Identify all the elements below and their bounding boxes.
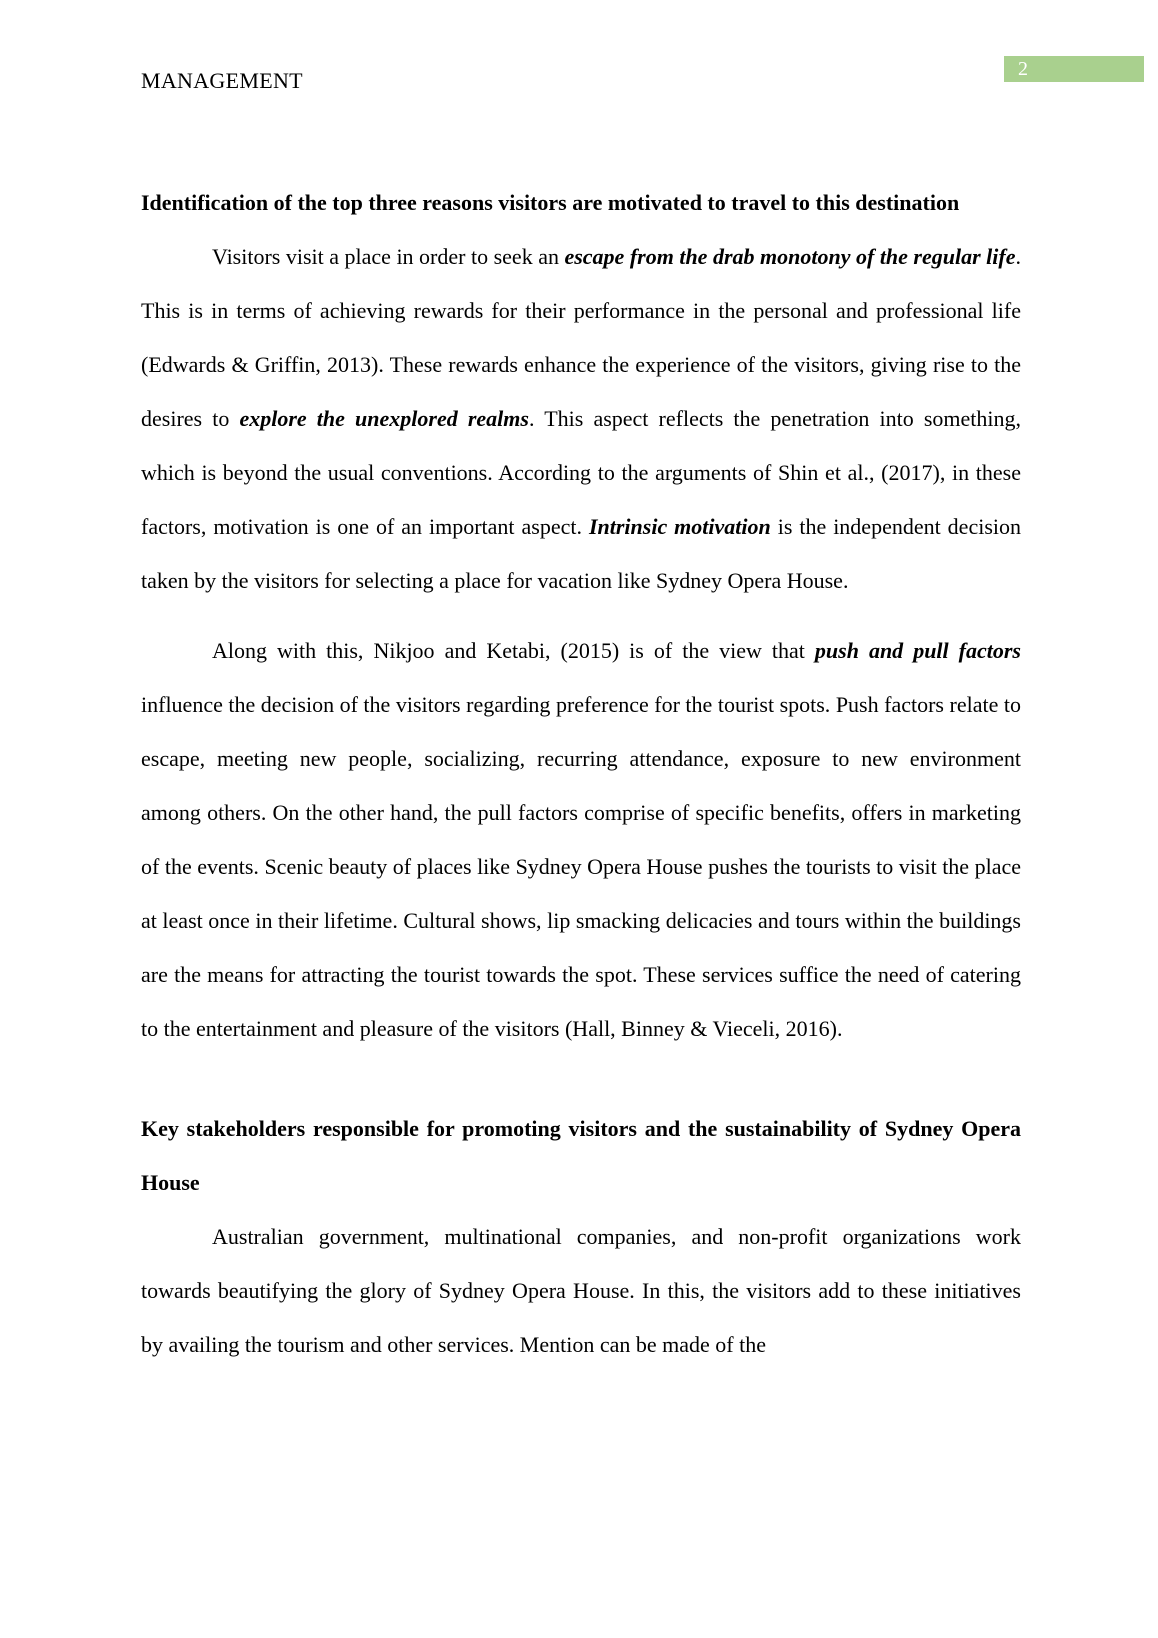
paragraph-motivation-reasons bbox=[141, 230, 1021, 608]
section-heading-motivation: Identification of the top three reasons visitors are motivated to travel to this destination bbox=[141, 190, 960, 215]
text-run: . This is in terms of achieving rewards for their performance in the personal and professional life (Edwards & Griffin, 2013). These rewards enhance the experience of the visitors, giving rise to the desires to bbox=[141, 244, 1021, 431]
emphasis-push-pull: push and pull factors bbox=[814, 638, 1021, 663]
text-run: . This aspect reflects the penetration into something, which is beyond the usual conventions. According to the arguments of Shin et al., (2017), in these factors, motivation is one of an important aspect. bbox=[141, 406, 1022, 539]
page-number-text: 2 bbox=[1018, 58, 1028, 80]
text-run: Along with this, Nikjoo and Ketabi, (2015) is of the view that bbox=[212, 638, 815, 663]
emphasis-escape: escape from the drab monotony of the regular life bbox=[564, 244, 1016, 269]
text-run: influence the decision of the visitors regarding preference for the tourist spots. Push factors relate to escape, meeting new people, socializing, recurring attendance, exposure to new environment among others. On the other hand, the pull factors comprise of specific benefits, offers in marketing of the events. Scenic beauty of places like Sydney Opera House pushes the tourists to visit the place at least once in their lifetime. Cultural shows, lip smacking delicacies and tours within the buildings are the means for attracting the tourist towards the spot. These services suffice the need of catering to the entertainment and pleasure of the visitors (Hall, Binney & Vieceli, 2016). bbox=[141, 692, 1021, 1041]
document-body bbox=[141, 176, 1021, 1372]
section-heading-stakeholders: Key stakeholders responsible for promoting visitors and the sustainability of Sydney Opera House bbox=[141, 1116, 1021, 1195]
emphasis-intrinsic-motivation: Intrinsic motivation bbox=[588, 514, 771, 539]
paragraph-stakeholders: Australian government, multinational companies, and non-profit organizations work towards beautifying the glory of Sydney Opera House. In this, the visitors add to these initiatives by availing the tourism and other services. Mention can be made of the bbox=[141, 1224, 1021, 1357]
page-number bbox=[1004, 56, 1144, 82]
running-head: MANAGEMENT bbox=[141, 68, 303, 93]
paragraph-push-pull-factors bbox=[141, 624, 1021, 1056]
text-run: is the independent decision taken by the visitors for selecting a place for vacation like Sydney Opera House. bbox=[141, 514, 1022, 593]
text-run: Visitors visit a place in order to seek an bbox=[212, 244, 565, 269]
emphasis-explore: explore the unexplored realms bbox=[239, 406, 529, 431]
